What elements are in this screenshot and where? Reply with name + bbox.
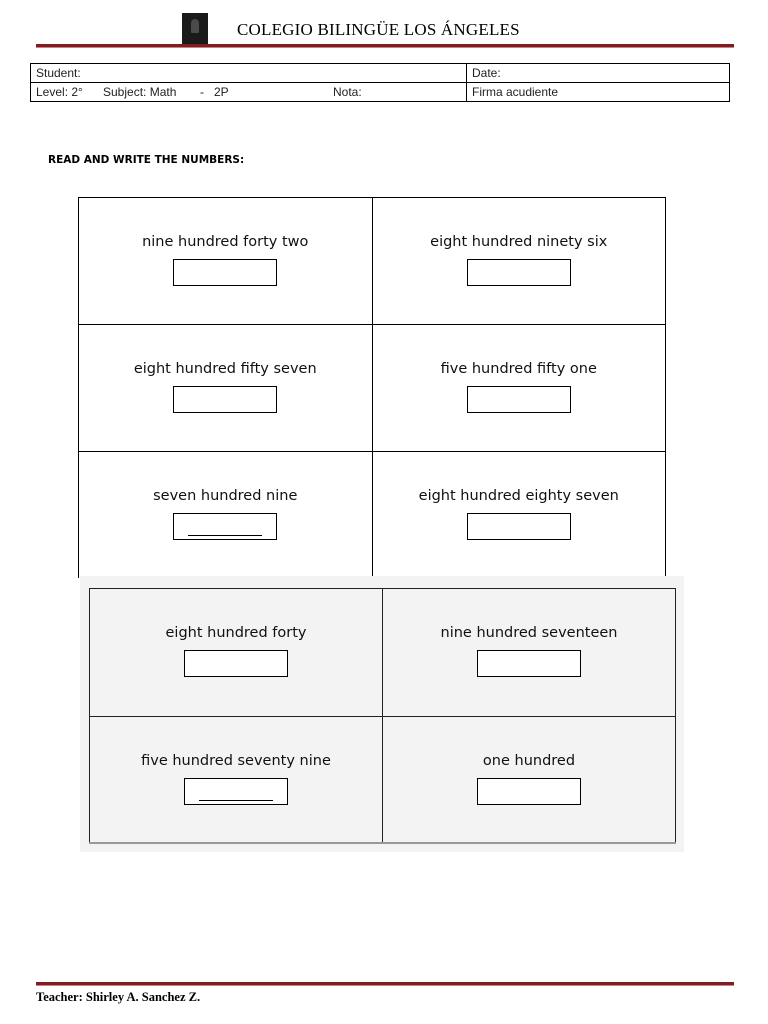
answer-box[interactable] [477,778,581,805]
exercise-text: eight hundred forty [165,625,307,641]
footer-rule [36,982,734,986]
header-rule [36,44,734,48]
school-logo [182,13,208,45]
answer-underline [188,535,262,536]
student-label: Student: [36,66,81,80]
exercise-cell [372,198,666,325]
exercise-cell [90,717,383,845]
answer-box[interactable] [173,386,277,413]
crest-icon [191,19,199,33]
exercise-text: eight hundred ninety six [430,234,608,250]
date-field[interactable] [467,64,730,83]
exercise-text: nine hundred seventeen [440,625,618,641]
exercise-cell [372,325,666,452]
nota-label: Nota: [333,85,362,99]
exercise-text: five hundred seventy nine [141,753,331,769]
answer-box[interactable] [173,513,277,540]
teacher-name: Teacher: Shirley A. Sanchez Z. [36,990,201,1004]
exercise-grid-top [78,197,666,578]
level-text: Level: 2° [36,85,83,99]
student-field[interactable] [31,64,467,83]
grid-bottom-edge [89,842,676,844]
answer-box[interactable] [467,513,571,540]
answer-box[interactable] [173,259,277,286]
exercise-text: five hundred fifty one [440,361,597,377]
exercise-text: eight hundred fifty seven [133,361,317,377]
period-text: 2P [214,85,229,99]
subject-text: Subject: Math [103,85,177,99]
exercise-cell [383,589,676,717]
exercise-text: eight hundred eighty seven [418,488,619,504]
exercise-text: one hundred [482,753,576,769]
answer-underline [199,800,273,801]
student-info-table [30,63,730,102]
answer-box[interactable] [467,386,571,413]
exercise-cell [79,325,373,452]
dash-text: - [200,85,204,99]
answer-box[interactable] [184,778,288,805]
level-subject-cell [31,83,467,102]
school-name: COLEGIO BILINGÜE LOS ÁNGELES [237,20,520,39]
answer-box[interactable] [467,259,571,286]
exercise-cell [90,589,383,717]
exercise-cell [79,452,373,579]
date-label: Date: [472,66,501,80]
firma-label: Firma acudiente [472,85,559,99]
exercise-cell [383,717,676,845]
instruction-heading: READ AND WRITE THE NUMBERS: [48,154,245,166]
exercise-cell [372,452,666,579]
exercise-grid-bottom [89,588,676,844]
exercise-text: nine hundred forty two [142,234,309,250]
answer-box[interactable] [184,650,288,677]
exercise-text: seven hundred nine [153,488,298,504]
firma-field[interactable] [467,83,730,102]
answer-box[interactable] [477,650,581,677]
exercise-cell [79,198,373,325]
